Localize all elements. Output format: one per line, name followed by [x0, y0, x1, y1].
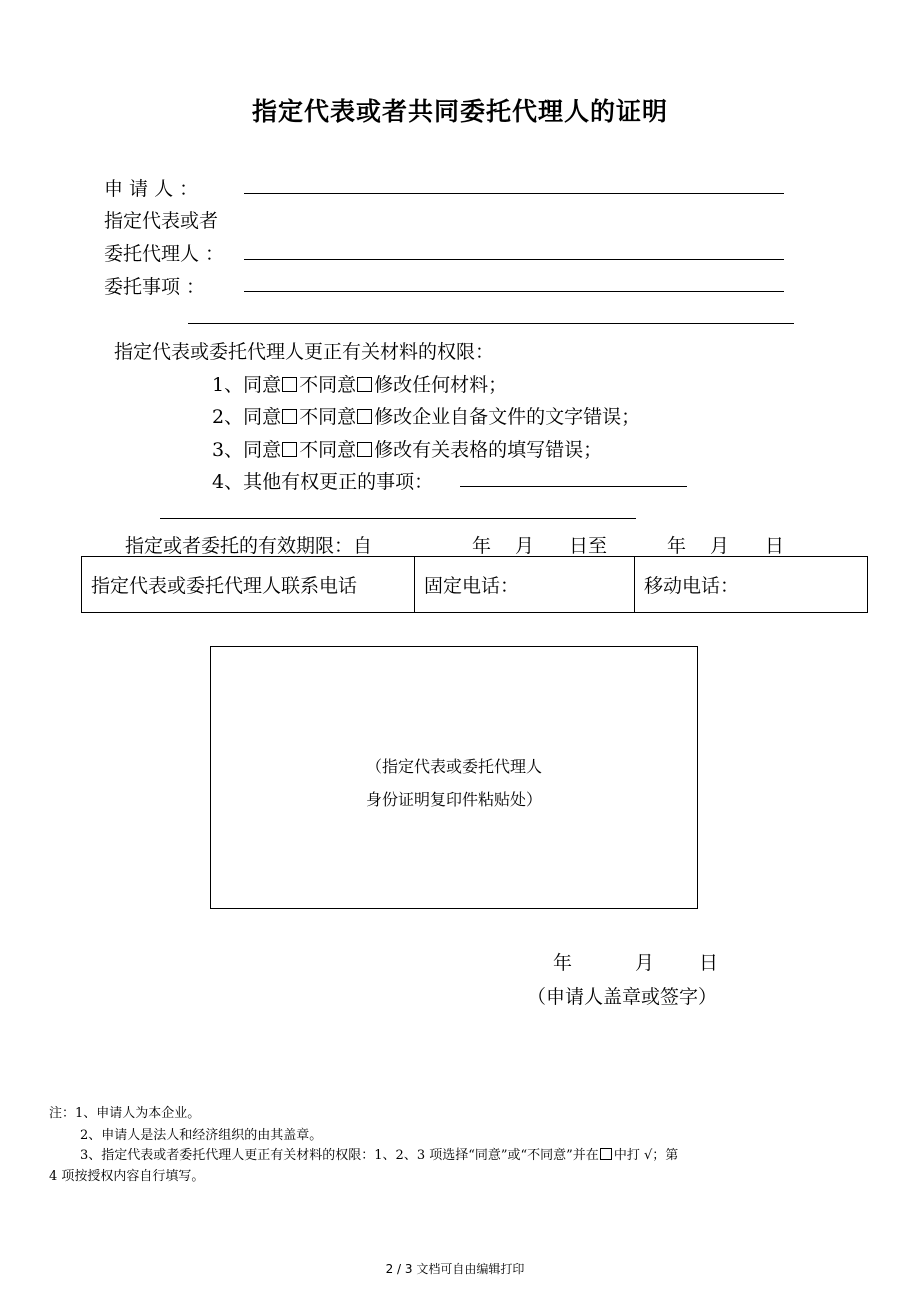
item-number: 1、 [212, 374, 244, 396]
disagree-checkbox[interactable] [357, 409, 372, 424]
id-copy-paste-area [210, 646, 698, 909]
item-text: 修改任何材料； [374, 374, 508, 396]
applicant-field[interactable] [244, 193, 784, 194]
authority-other-continuation[interactable] [160, 518, 636, 519]
note-prefix: 注： [49, 1106, 76, 1121]
validity-month-from: 月 [515, 535, 535, 557]
paste-area-text-line1: （指定代表或委托代理人 [365, 757, 542, 776]
signature-day: 日 [699, 952, 719, 974]
item-text: 修改企业自备文件的文字错误； [374, 406, 641, 428]
item-number: 2、 [212, 406, 244, 428]
validity-month-to: 月 [710, 535, 730, 557]
validity-year-from: 年 [472, 535, 492, 557]
paste-area-text-line2: 身份证明复印件粘贴处） [365, 790, 542, 809]
authority-item-1 [212, 370, 507, 397]
fixed-phone-field[interactable]: 固定电话： [415, 557, 635, 612]
note-2: 2、申请人是法人和经济组织的由其盖章。 [80, 1128, 323, 1143]
item-text: 修改有关表格的填写错误； [374, 439, 603, 461]
validity-day-end: 日 [765, 535, 785, 557]
disagree-checkbox[interactable] [357, 377, 372, 392]
agree-label: 同意 [243, 406, 282, 428]
contact-phone-table [81, 556, 868, 613]
signature-year: 年 [553, 952, 573, 974]
agree-checkbox[interactable] [282, 409, 297, 424]
disagree-label: 不同意 [299, 374, 357, 396]
representative-label-line2: 委托代理人 ： [104, 243, 225, 265]
agree-label: 同意 [243, 439, 282, 461]
validity-label: 指定或者委托的有效期限：自 [125, 535, 373, 557]
note-3-text: 3、指定代表或者委托代理人更正有关材料的权限：1、2、3 项选择“同意”或“不同意”并在 [80, 1148, 599, 1163]
matter-field[interactable] [244, 291, 784, 292]
agree-checkbox[interactable] [282, 442, 297, 457]
validity-day-to: 日至 [569, 535, 608, 557]
note-3 [80, 1146, 678, 1166]
validity-year-to: 年 [667, 535, 687, 557]
authority-item-2 [212, 402, 640, 429]
item-number: 3、 [212, 439, 244, 461]
applicant-label: 申 请 人 ： [104, 178, 199, 200]
signature-note: （申请人盖章或签字） [527, 986, 718, 1008]
signature-month: 月 [635, 952, 655, 974]
note-3-continuation: 4 项按授权内容自行填写。 [49, 1169, 205, 1184]
authority-other-field[interactable] [460, 486, 687, 487]
authority-other-label: 4、其他有权更正的事项： [212, 471, 434, 493]
disagree-label: 不同意 [299, 406, 357, 428]
note-3-text-cont: 中打 √；第 [613, 1148, 679, 1163]
mobile-phone-field[interactable]: 移动电话： [644, 575, 740, 597]
representative-label-line1: 指定代表或者 [104, 210, 219, 232]
matter-label: 委托事项 ： [104, 276, 206, 298]
contact-phone-label: 指定代表或委托代理人联系电话 [82, 557, 415, 612]
disagree-checkbox[interactable] [357, 442, 372, 457]
authority-item-3 [212, 435, 602, 462]
page-footer: 2 / 3 文档可自由编辑打印 [385, 1262, 525, 1276]
agree-checkbox[interactable] [282, 377, 297, 392]
page-title: 指定代表或者共同委托代理人的证明 [251, 97, 668, 126]
agree-label: 同意 [243, 374, 282, 396]
disagree-label: 不同意 [299, 439, 357, 461]
representative-field[interactable] [244, 259, 784, 260]
authority-heading: 指定代表或委托代理人更正有关材料的权限： [114, 341, 495, 363]
note-1-text: 1、申请人为本企业。 [75, 1106, 201, 1121]
note-1 [49, 1104, 200, 1124]
matter-field-continuation[interactable] [188, 323, 794, 324]
note-checkbox-icon [600, 1148, 612, 1160]
